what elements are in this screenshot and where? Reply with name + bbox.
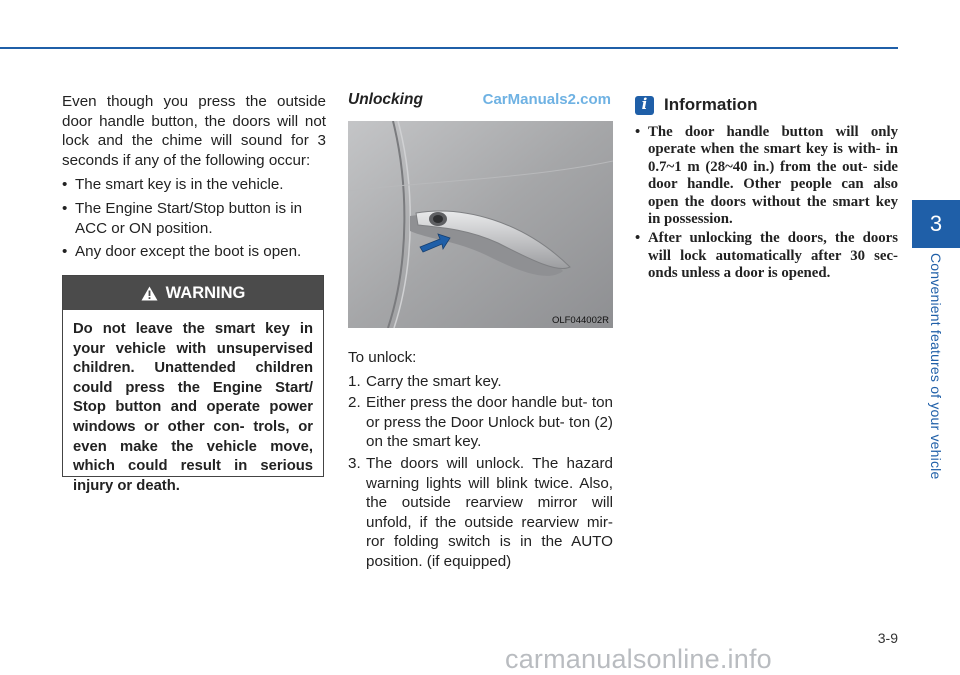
conditions-list <box>62 175 326 261</box>
list-item: • After unlocking the doors, the doors will lock automatically after 30 sec- onds unless a door is opened. <box>635 230 898 282</box>
warning-box <box>62 275 324 494</box>
list-item: • The door handle button will only operate when the smart key is with- in 0.7~1 m (28~40 in.) from the out- side door handle. Other people can also open the doors without the smart key in possession. <box>635 124 898 228</box>
step-text: The doors will unlock. The hazard warning lights will blink twice. Also, the outside rearview mirror will unfold, if the outside rearview mir- ror folding switch is in the AUTO position. (if equipped) <box>366 454 613 570</box>
intro-paragraph: Even though you press the outside door handle button, the doors will not lock and the chime will sound for 3 seconds if any of the following occur: <box>62 93 326 169</box>
image-code: OLF044002R <box>551 315 609 326</box>
middle-column <box>348 90 613 112</box>
step-text: Either press the door handle but- ton or press the Door Unlock but- ton (2) on the smart key. <box>366 394 613 451</box>
warning-title: WARNING <box>165 283 246 302</box>
page-number: 3-9 <box>877 630 898 646</box>
list-item: • The smart key is in the vehicle. <box>62 175 326 195</box>
list-item: • The Engine Start/Stop button is in ACC or ON position. <box>62 199 326 238</box>
header-rule <box>0 47 898 49</box>
door-handle-illustration <box>348 121 613 328</box>
left-column <box>62 92 326 266</box>
chapter-number-tab: 3 <box>912 200 960 248</box>
info-icon: i <box>635 96 654 115</box>
section-heading-row <box>348 90 613 112</box>
step-text: Carry the smart key. <box>366 372 502 390</box>
list-item <box>348 372 613 392</box>
steps-list <box>348 372 613 572</box>
unlock-steps <box>348 348 613 574</box>
warning-text: Do not leave the smart key in your vehicle with unsupervised children. Unattended children could press the Engine Start/ Stop button and operate power windows or other con- trols, or even make the vehicle move, which could result in serious injury or death. <box>73 321 313 494</box>
information-title: Information <box>664 95 758 115</box>
information-list <box>635 124 898 283</box>
warning-header <box>63 276 323 310</box>
site-watermark: carmanualsonline.info <box>505 644 772 674</box>
information-box <box>635 94 898 285</box>
warning-triangle-icon <box>141 286 158 301</box>
information-header <box>635 94 898 116</box>
list-item: • Any door except the boot is open. <box>62 242 326 262</box>
step-number: 2. <box>348 394 361 412</box>
step-number: 3. <box>348 454 361 472</box>
list-item <box>348 393 613 452</box>
step-number: 1. <box>348 372 361 390</box>
chapter-title: Convenient features of your vehicle <box>928 253 944 480</box>
section-heading: Unlocking <box>348 91 423 108</box>
steps-intro: To unlock: <box>348 349 417 366</box>
list-item <box>348 454 613 572</box>
door-handle-photo <box>348 121 613 328</box>
watermark-text: CarManuals2.com <box>482 91 611 108</box>
